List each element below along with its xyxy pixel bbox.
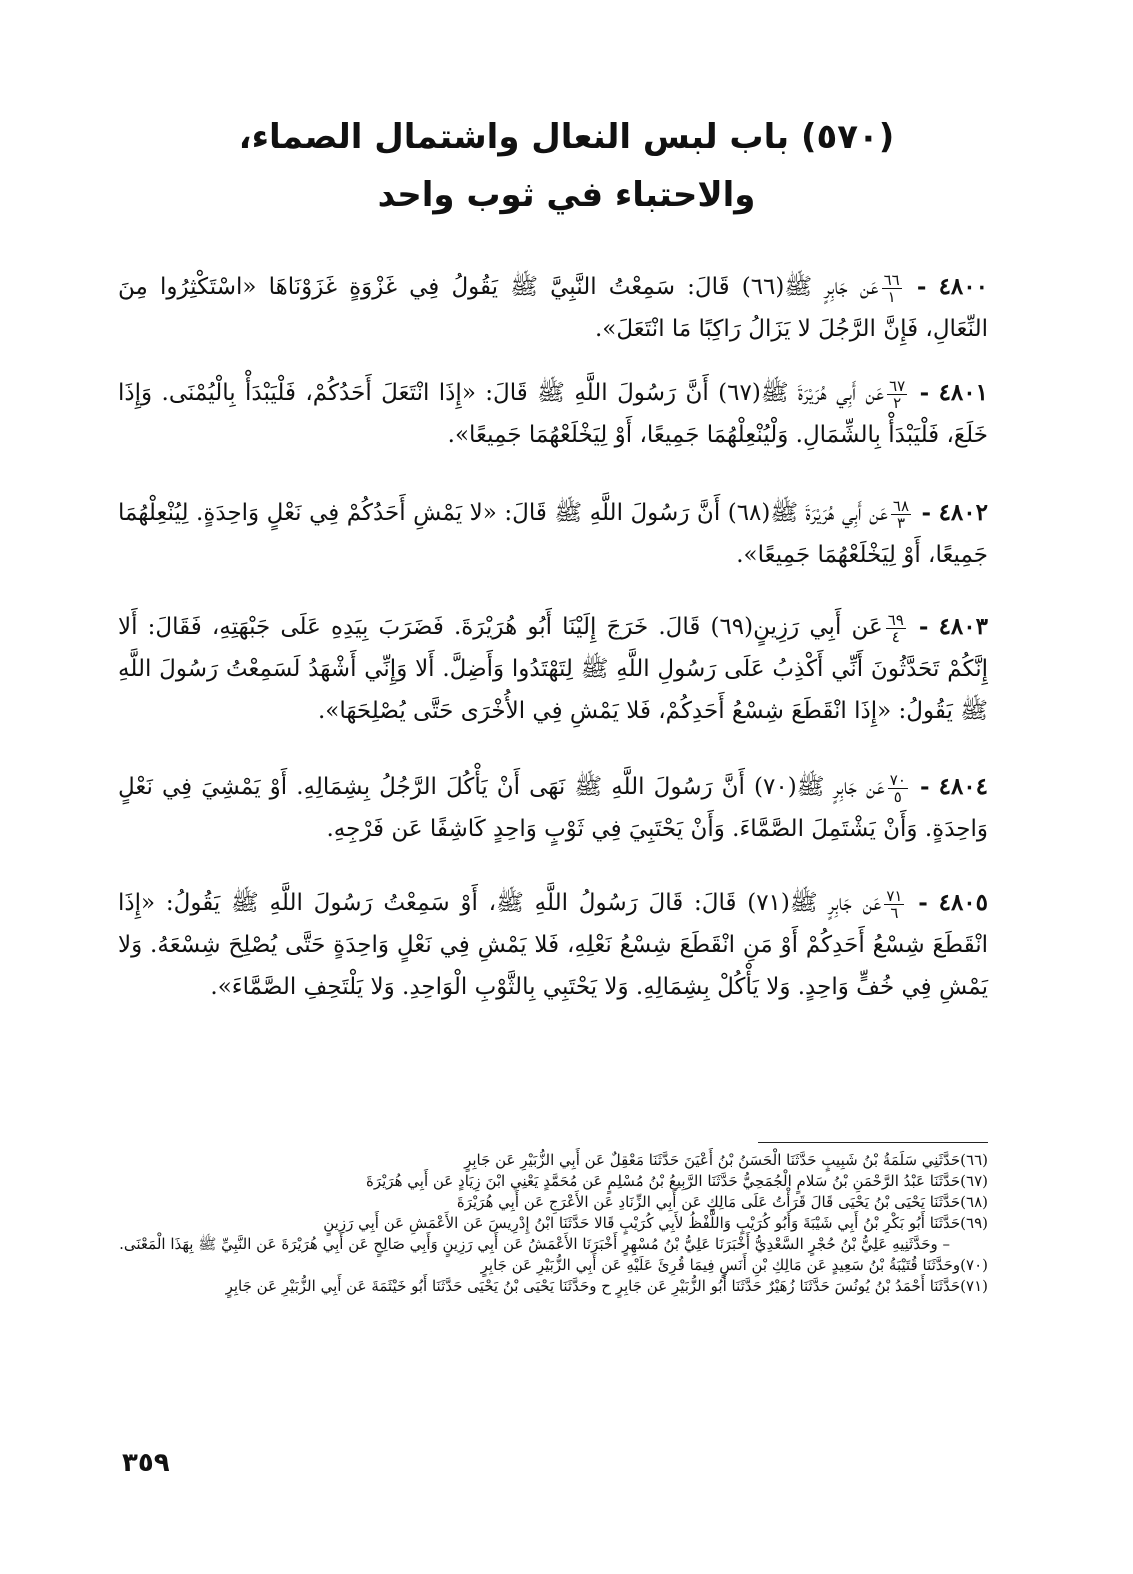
- fraction-bottom: ٢: [893, 393, 902, 412]
- fraction-top: ٧١: [886, 886, 903, 905]
- fraction-top: ٦٧: [889, 376, 906, 395]
- fraction-top: ٦٨: [892, 496, 910, 515]
- fraction-top: ٦٩: [887, 610, 904, 629]
- fraction-top: ٦٦: [883, 270, 900, 289]
- footnote: – وحَدَّثَنِيهِ عَلِيُّ بْنُ حُجْرٍ السَّعْدِيُّ أَخْبَرَنَا عَلِيُّ بْنُ مُسْهِرٍ أَخْبَرَنَا الأَعْمَشُ عَن أَبِي رَزِينٍ وَأَبِي صَالِحٍ عَن أَبِي هُرَيْرَةَ عَن النَّبِيِّ ﷺ بِهَذَا الْمَعْنَى.: [119, 1235, 950, 1253]
- hadith-number: ٤٨٠٢: [938, 499, 988, 526]
- page-number: ٣٥٩: [122, 1448, 170, 1478]
- footnote: (٧٠)وحَدَّثَنَا قُتَيْبَةُ بْنُ سَعِيدٍ عَن مَالِكِ بْنِ أَنَسٍ فِيمَا قُرِئَ عَلَيْهِ عَن أَبِي الزُّبَيْرِ عَن جَابِرٍ: [480, 1256, 988, 1274]
- hadith-separator: -: [918, 889, 928, 916]
- footnote: (٧١)حَدَّثَنَا أَحْمَدُ بْنُ يُونُسَ حَدَّثَنَا زُهَيْرٌ حَدَّثَنَا أَبُو الزُّبَيْرِ عَن جَابِرٍ ح وحَدَّثَنَا يَحْيَى بْنُ يَحْيَى حَدَّثَنَا أَبُو خَيْثَمَةَ عَن أَبِي الزُّبَيْرِ عَن جَابِرٍ: [225, 1277, 988, 1295]
- hadith-separator: -: [921, 499, 932, 526]
- footnote: (٦٦)حَدَّثَنِي سَلَمَةُ بْنُ شَبِيبٍ حَدَّثَنَا الْحَسَنُ بْنُ أَعْيَنَ حَدَّثَنَا مَعْقِلٌ عَن أَبِي الزُّبَيْرِ عَن جَابِرٍ: [464, 1151, 988, 1169]
- hadith-reference-fraction: [887, 378, 907, 411]
- fraction-bottom: ٥: [893, 787, 902, 806]
- hadith-paragraph: [118, 492, 988, 576]
- hadith-reference-fraction: [884, 888, 904, 921]
- hadith-number: ٤٨٠١: [938, 379, 988, 406]
- hadith-reference-fraction: [888, 772, 908, 805]
- hadith-separator: -: [918, 613, 929, 640]
- hadith-text: عَن جَابِرٍ ﷺ(٧١) قَالَ: قَالَ رَسُولُ اللَّهِ ﷺ، أَوْ سَمِعْتُ رَسُولَ اللَّهِ ﷺ يَقُولُ: «إِذَا انْقَطَعَ شِسْعُ أَحَدِكُمْ أَوْ مَنِ انْقَطَعَ شِسْعُ نَعْلِهِ، فَلا يَمْشِ فِي نَعْلٍ وَاحِدَةٍ حَتَّى يُصْلِحَ شِسْعَهُ. وَلا يَمْشِ فِي خُفٍّ وَاحِدٍ. وَلا يَأْكُلْ بِشِمَالِهِ. وَلا يَحْتَبِي بِالثَّوْبِ الْوَاحِدِ. وَلا يَلْتَحِفِ الصَّمَّاءَ».: [118, 890, 988, 1000]
- footnote-divider: [758, 1142, 988, 1143]
- hadith-separator: -: [919, 773, 930, 800]
- fraction-bottom: ٣: [896, 513, 905, 532]
- hadith-reference-fraction: [882, 272, 902, 305]
- hadith-paragraph: [118, 372, 988, 456]
- footnote: (٦٧)حَدَّثَنَا عَبْدُ الرَّحْمَنِ بْنُ سَلامٍ الْجُمَحِيُّ حَدَّثَنَا الرَّبِيعُ بْنُ مُسْلِمٍ عَن مُحَمَّدٍ يَعْنِي ابْنَ زِيَادٍ عَن أَبِي هُرَيْرَةَ: [366, 1172, 988, 1190]
- hadith-separator: -: [919, 379, 930, 406]
- hadith-text: عَن أَبِي هُرَيْرَةَ ﷺ(٦٧) أَنَّ رَسُولَ اللَّهِ ﷺ قَالَ: «إِذَا انْتَعَلَ أَحَدُكُمْ، فَلْيَبْدَأْ بِالْيُمْنَى. وَإِذَا خَلَعَ، فَلْيَبْدَأْ بِالشِّمَالِ. وَلْيُنْعِلْهُمَا جَمِيعًا، أَوْ لِيَخْلَعْهُمَا جَمِيعًا».: [118, 380, 988, 448]
- hadith-text: عَن أَبِي هُرَيْرَةَ ﷺ(٦٨) أَنَّ رَسُولَ اللَّهِ ﷺ قَالَ: «لا يَمْشِ أَحَدُكُمْ فِي نَعْلٍ وَاحِدَةٍ. لِيُنْعِلْهُمَا جَمِيعًا، أَوْ لِيَخْلَعْهُمَا جَمِيعًا».: [118, 500, 988, 568]
- hadith-paragraph: [118, 882, 988, 1008]
- hadith-paragraph: [118, 266, 988, 350]
- chapter-title-line-2: والاحتباء في ثوب واحد: [377, 175, 756, 215]
- hadith-reference-fraction: [886, 612, 906, 645]
- footnote: (٦٩)حَدَّثَنَا أَبُو بَكْرِ بْنُ أَبِي شَيْبَةَ وَأَبُو كُرَيْبٍ وَاللَّفْظُ لأَبِي كُرَيْبٍ قَالا حَدَّثَنَا ابْنُ إِدْرِيسَ عَن الأَعْمَشِ عَن أَبِي رَزِينٍ: [323, 1214, 988, 1232]
- hadith-separator: -: [916, 273, 927, 300]
- chapter-title: [0, 108, 1133, 224]
- hadith-number: ٤٨٠٤: [938, 773, 989, 800]
- chapter-title-line-1: (٥٧٠) باب لبس النعال واشتمال الصماء،: [238, 117, 895, 157]
- fraction-top: ٧٠: [889, 770, 906, 789]
- hadith-text: عَن جَابِرٍ ﷺ(٦٦) قَالَ: سَمِعْتُ النَّبِيَّ ﷺ يَقُولُ فِي غَزْوَةٍ غَزَوْنَاهَا «اسْتَكْثِرُوا مِنَ النِّعَالِ، فَإِنَّ الرَّجُلَ لا يَزَالُ رَاكِبًا مَا انْتَعَلَ».: [118, 274, 988, 342]
- hadith-paragraph: [118, 606, 988, 732]
- fraction-bottom: ١: [887, 287, 896, 306]
- hadith-number: ٤٨٠٠: [938, 273, 988, 300]
- fraction-bottom: ٦: [890, 903, 899, 922]
- footnote: (٦٨)حَدَّثَنَا يَحْيَى بْنُ يَحْيَى قَالَ قَرَأْتُ عَلَى مَالِكٍ عَن أَبِي الزِّنَادِ عَن الأَعْرَجِ عَن أَبِي هُرَيْرَةَ: [456, 1193, 988, 1211]
- hadith-number: ٤٨٠٥: [938, 889, 989, 916]
- hadith-reference-fraction: [891, 498, 911, 531]
- hadith-paragraph: [118, 766, 988, 850]
- hadith-text: عَن أَبِي رَزِينٍ(٦٩) قَالَ. خَرَجَ إِلَيْنَا أَبُو هُرَيْرَةَ. فَضَرَبَ بِيَدِهِ عَلَى جَبْهَتِهِ، فَقَالَ: أَلا إِنَّكُمْ تَحَدَّثُونَ أَنِّي أَكْذِبُ عَلَى رَسُولِ اللَّهِ ﷺ لِتَهْتَدُوا وَأَضِلَّ. أَلا وَإِنِّي أَشْهَدُ لَسَمِعْتُ رَسُولَ اللَّهِ ﷺ يَقُولُ: «إِذَا انْقَطَعَ شِسْعُ أَحَدِكُمْ، فَلا يَمْشِ فِي الأُخْرَى حَتَّى يُصْلِحَهَا».: [118, 614, 988, 724]
- hadith-number: ٤٨٠٣: [938, 613, 988, 640]
- footnotes: [118, 1150, 988, 1297]
- fraction-bottom: ٤: [891, 627, 900, 646]
- hadith-text: عَن جَابِرٍ ﷺ(٧٠) أَنَّ رَسُولَ اللَّهِ ﷺ نَهَى أَنْ يَأْكُلَ الرَّجُلُ بِشِمَالِهِ. أَوْ يَمْشِيَ فِي نَعْلٍ وَاحِدَةٍ. وَأَنْ يَشْتَمِلَ الصَّمَّاءَ. وَأَنْ يَحْتَبِيَ فِي ثَوْبٍ وَاحِدٍ كَاشِفًا عَن فَرْجِهِ.: [118, 774, 988, 842]
